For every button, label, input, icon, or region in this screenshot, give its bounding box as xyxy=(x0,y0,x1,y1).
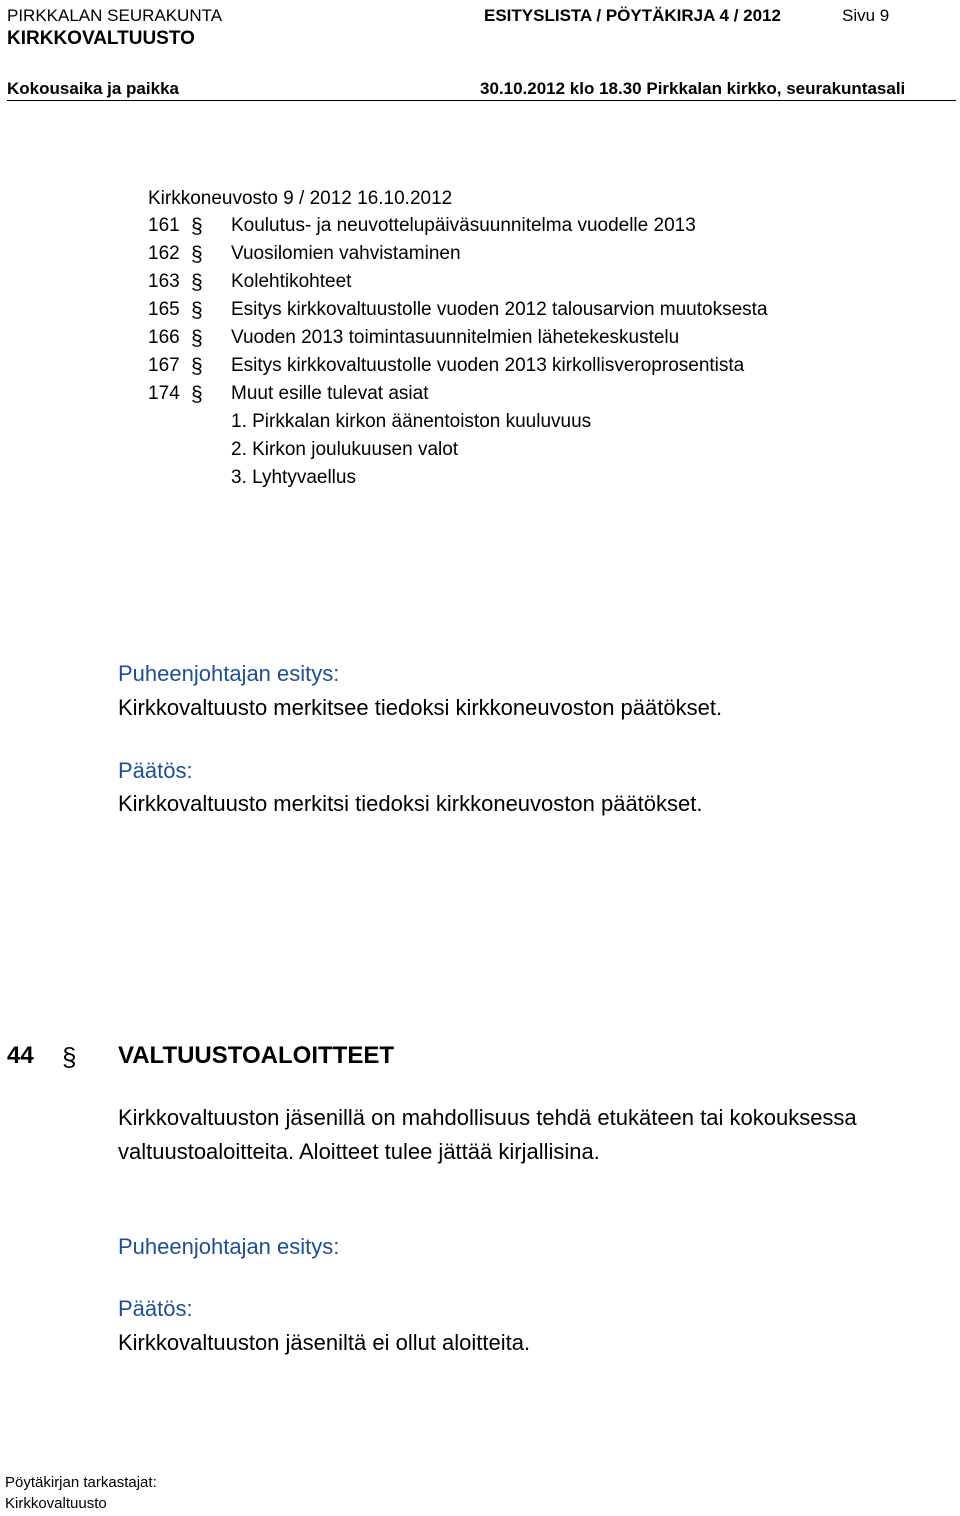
council-item-number: 167 xyxy=(148,355,180,376)
section-body-line: Kirkkovaltuuston jäsenillä on mahdollisuus tehdä etukäteen tai kokouksessa xyxy=(118,1105,857,1130)
decision-label: Päätös: xyxy=(118,1296,193,1321)
proposal-label: Puheenjohtajan esitys: xyxy=(118,661,340,686)
council-item-text: Esitys kirkkovaltuustolle vuoden 2013 kirkollisveroprosentista xyxy=(231,355,745,376)
proposal-text: Kirkkovaltuusto merkitsee tiedoksi kirkkoneuvoston päätökset. xyxy=(118,695,723,720)
header-meeting-value: 30.10.2012 klo 18.30 Pirkkalan kirkko, seurakuntasali xyxy=(480,79,906,98)
header-org: PIRKKALAN SEURAKUNTA xyxy=(7,6,223,25)
council-meeting-title: Kirkkoneuvosto 9 / 2012 16.10.2012 xyxy=(148,188,453,209)
proposal-label: Puheenjohtajan esitys: xyxy=(118,1234,340,1259)
footer-body: Kirkkovaltuusto xyxy=(5,1495,107,1512)
council-sub-item: 2. Kirkon joulukuusen valot xyxy=(231,439,459,460)
council-item-number: 174 xyxy=(148,383,180,404)
decision-label: Päätös: xyxy=(118,758,193,783)
section-mark-icon: § xyxy=(191,271,203,294)
header-meeting-label: Kokousaika ja paikka xyxy=(7,79,179,98)
section-number: 44 xyxy=(7,1042,34,1069)
section-mark-icon: § xyxy=(191,215,203,238)
section-mark-icon: § xyxy=(191,299,203,322)
header-doc-type: ESITYSLISTA / PÖYTÄKIRJA 4 / 2012 xyxy=(484,6,781,25)
decision-text: Kirkkovaltuusto merkitsi tiedoksi kirkkoneuvoston päätökset. xyxy=(118,791,703,816)
section-mark-icon: § xyxy=(191,355,203,378)
header-page-number: Sivu 9 xyxy=(842,6,890,25)
council-item-text: Vuosilomien vahvistaminen xyxy=(231,243,461,264)
council-item-number: 163 xyxy=(148,271,180,292)
header-body-name: KIRKKOVALTUUSTO xyxy=(7,28,195,49)
council-item-text: Muut esille tulevat asiat xyxy=(231,383,429,404)
section-mark-icon: § xyxy=(191,383,203,406)
council-sub-item: 1. Pirkkalan kirkon äänentoiston kuuluvuus xyxy=(231,411,592,432)
council-item-text: Esitys kirkkovaltuustolle vuoden 2012 talousarvion muutoksesta xyxy=(231,299,768,320)
decision-text: Kirkkovaltuuston jäseniltä ei ollut aloitteita. xyxy=(118,1330,531,1355)
council-sub-item: 3. Lyhtyvaellus xyxy=(231,467,356,488)
council-item-text: Kolehtikohteet xyxy=(231,271,352,292)
section-body-line: valtuustoaloitteita. Aloitteet tulee jättää kirjallisina. xyxy=(118,1139,600,1164)
section-mark-icon: § xyxy=(62,1042,77,1072)
council-item-text: Koulutus- ja neuvottelupäiväsuunnitelma vuodelle 2013 xyxy=(231,215,696,236)
council-item-number: 161 xyxy=(148,215,180,236)
section-title: VALTUUSTOALOITTEET xyxy=(118,1042,394,1069)
council-item-number: 166 xyxy=(148,327,180,348)
council-item-text: Vuoden 2013 toimintasuunnitelmien lähetekeskustelu xyxy=(231,327,680,348)
council-item-number: 165 xyxy=(148,299,180,320)
footer-label: Pöytäkirjan tarkastajat: xyxy=(5,1474,157,1491)
council-item-number: 162 xyxy=(148,243,180,264)
section-mark-icon: § xyxy=(191,327,203,350)
section-mark-icon: § xyxy=(191,243,203,266)
header-divider xyxy=(7,100,956,101)
